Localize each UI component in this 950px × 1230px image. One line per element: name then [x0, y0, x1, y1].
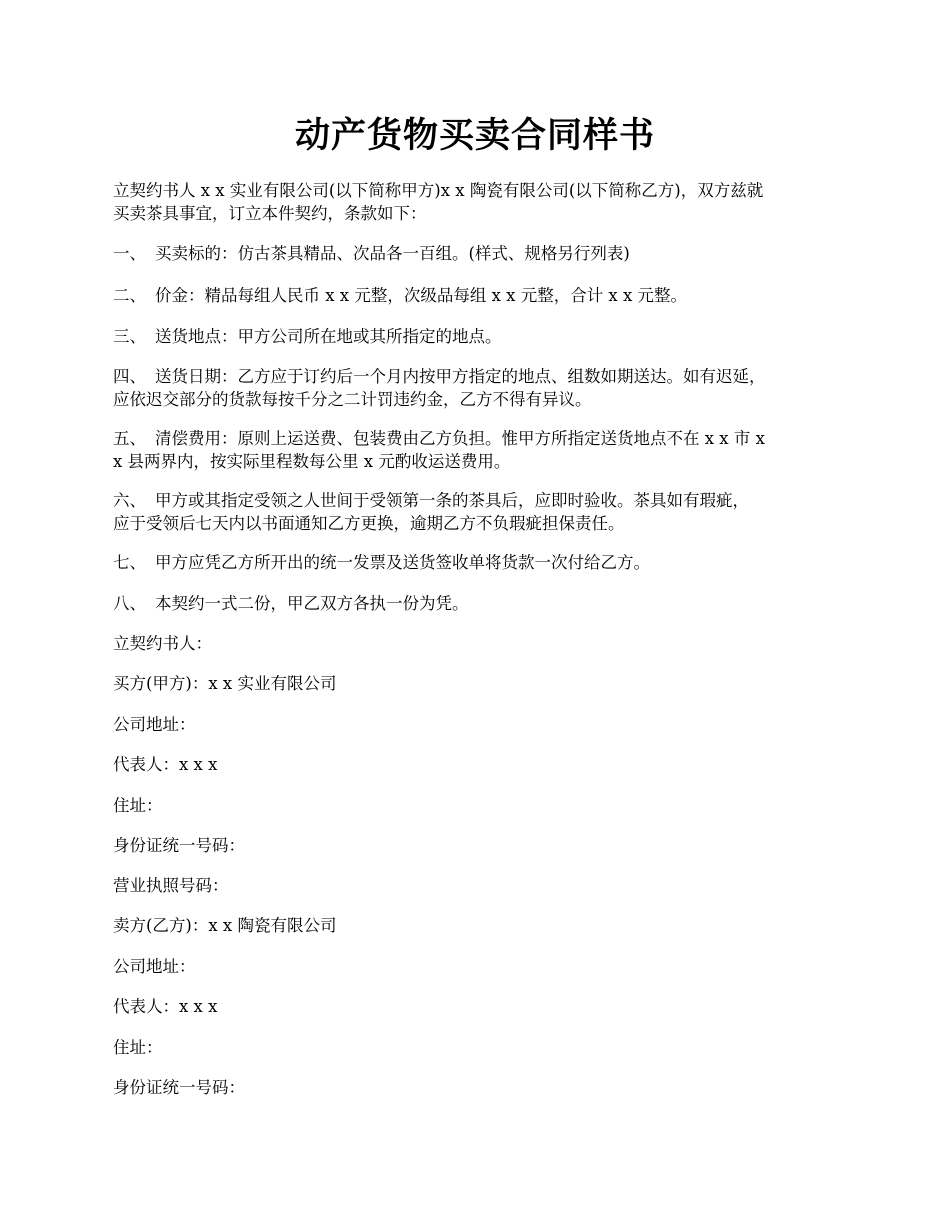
clause-1: [113, 242, 840, 265]
buyer-id-number: 身份证统一号码：: [113, 836, 245, 855]
clause-text-continued: 应于受领后七天内以书面通知乙方更换，逾期乙方不负瑕疵担保责任。: [113, 514, 625, 533]
clause-number: 八、: [113, 594, 146, 613]
clause-7: [113, 551, 840, 574]
clause-number: 七、: [113, 553, 146, 572]
seller-id-number: 身份证统一号码：: [113, 1078, 245, 1097]
clause-text: 价金：精品每组人民币 x x 元整，次级品每组 x x 元整，合计 x x 元整。: [155, 286, 688, 305]
clause-3: [113, 325, 840, 348]
clause-number: 四、: [113, 367, 146, 386]
seller-representative: 代表人：x x x: [113, 997, 218, 1016]
clause-text: 清偿费用：原则上运送费、包装费由乙方负担。惟甲方所指定送货地点不在 x x 市 x: [155, 429, 765, 448]
clause-4: [113, 365, 840, 411]
intro-line-1: 立契约书人 x x 实业有限公司(以下简称甲方)x x 陶瓷有限公司(以下简称乙方)，双方兹就: [113, 181, 764, 200]
clause-2: [113, 284, 840, 307]
seller-residence: 住址：: [113, 1038, 163, 1057]
buyer-representative: 代表人：x x x: [113, 755, 218, 774]
buyer-residence: 住址：: [113, 796, 163, 815]
clause-text: 买卖标的：仿古茶具精品、次品各一百组。(样式、规格另行列表): [155, 244, 630, 263]
seller-name: 卖方(乙方)：x x 陶瓷有限公司: [113, 916, 337, 935]
seller-address: 公司地址：: [113, 957, 196, 976]
document-title: 动产货物买卖合同样书: [294, 115, 655, 156]
clause-text-continued: x 县两界内，按实际里程数每公里 x 元酌收运送费用。: [113, 452, 511, 471]
clause-number: 一、: [113, 244, 146, 263]
clause-5: [113, 427, 840, 473]
clause-text-continued: 应依迟交部分的货款每按千分之二计罚违约金，乙方不得有异议。: [113, 390, 592, 409]
intro-line-2: 买卖茶具事宜，订立本件契约，条款如下：: [113, 204, 427, 223]
clause-number: 五、: [113, 429, 146, 448]
clause-6: [113, 489, 840, 535]
clause-text: 本契约一式二份，甲乙双方各执一份为凭。: [155, 594, 469, 613]
clause-number: 六、: [113, 491, 146, 510]
buyer-address: 公司地址：: [113, 715, 196, 734]
clause-8: [113, 592, 840, 615]
clause-number: 二、: [113, 286, 146, 305]
clause-text: 甲方或其指定受领之人世间于受领第一条的茶具后，应即时验收。茶具如有瑕疵，: [155, 491, 749, 510]
clause-text: 送货日期：乙方应于订约后一个月内按甲方指定的地点、组数如期送达。如有迟延，: [155, 367, 766, 386]
signature-heading: 立契约书人：: [113, 634, 212, 653]
buyer-name: 买方(甲方)：x x 实业有限公司: [113, 674, 337, 693]
clause-text: 甲方应凭乙方所开出的统一发票及送货签收单将货款一次付给乙方。: [155, 553, 650, 572]
buyer-license-number: 营业执照号码：: [113, 876, 229, 895]
intro-paragraph: [113, 179, 840, 225]
clause-text: 送货地点：甲方公司所在地或其所指定的地点。: [155, 327, 502, 346]
clause-number: 三、: [113, 327, 146, 346]
